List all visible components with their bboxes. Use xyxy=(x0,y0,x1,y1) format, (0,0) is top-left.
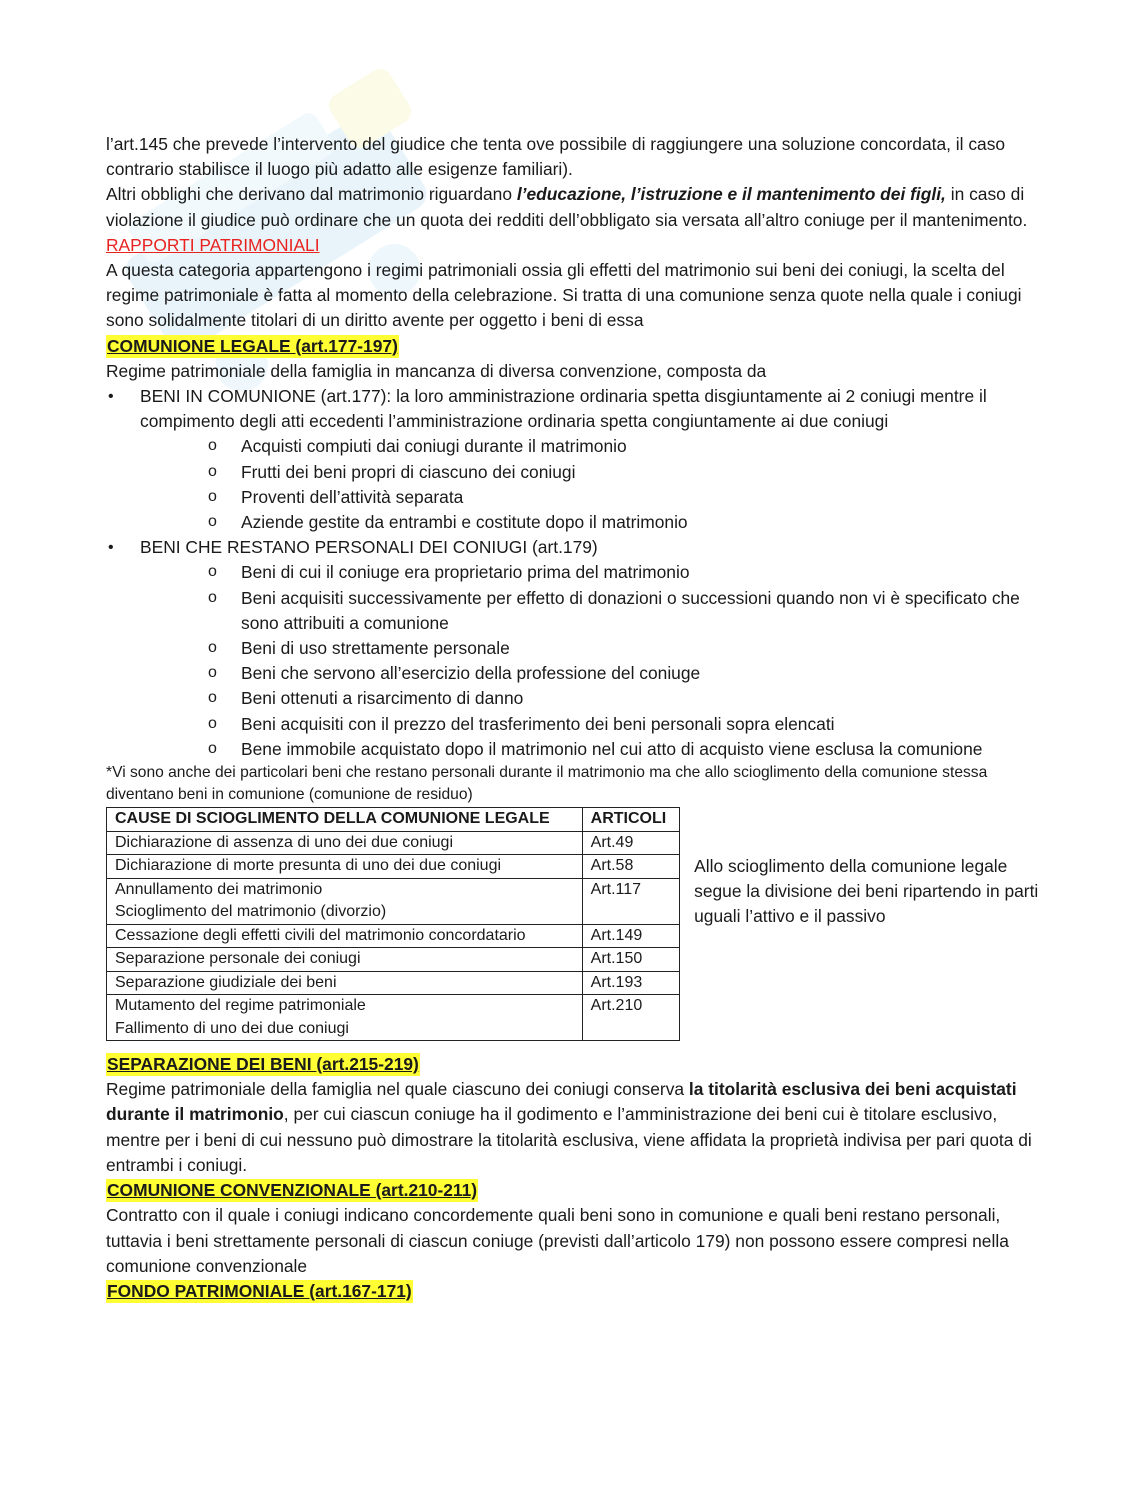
comunione-legale-paragraph: Regime patrimoniale della famiglia in mancanza di diversa convenzione, composta da xyxy=(106,360,767,381)
sub-item: o Acquisti compiuti dai coniugi durante il matrimonio xyxy=(140,434,1041,459)
cause-line: Cessazione degli effetti civili del matrimonio concordatario xyxy=(115,926,526,944)
table-row xyxy=(107,995,680,1041)
table-header-row xyxy=(107,808,680,832)
rapporti-heading: RAPPORTI PATRIMONIALI xyxy=(106,234,320,255)
bullet-text: BENI IN COMUNIONE (art.177): la loro amministrazione ordinaria spetta disgiuntamente ai 2 coniugi mentre il compimento degli atti eccedenti l’amministrazione ordinaria spetta congiuntamente ai due coniugi xyxy=(140,386,987,432)
obblighi-text-a: Altri obblighi che derivano dal matrimonio riguardano xyxy=(106,184,517,205)
sub-list xyxy=(140,560,1041,762)
rapporti-paragraph: A questa categoria appartengono i regimi patrimoniali ossia gli effetti del matrimonio sui beni dei coniugi, la scelta del regime patrimoniale è fatta al momento della celebrazione. Si tratta di una comunione senza quote nella quale i coniugi sono solidalmente titolari di un diritto avente per oggetto i beni di essa xyxy=(106,260,1022,331)
intro-paragraph: l’art.145 che prevede l’intervento del giudice che tenta ove possibile di raggiungere una soluzione concordata, il caso contrario stabilisce il luogo più adatto alle esigenze familiari). xyxy=(106,134,1006,180)
causes-table xyxy=(106,807,680,1041)
sub-item: o Beni di cui il coniuge era proprietario prima del matrimonio xyxy=(140,560,1041,585)
sub-item: o Beni ottenuti a risarcimento di danno xyxy=(140,686,1041,711)
fondo-heading: FONDO PATRIMONIALE (art.167-171) xyxy=(107,1280,412,1301)
cause-cell xyxy=(107,924,583,948)
article-cell: Art.193 xyxy=(582,971,679,995)
separazione-text-b: , per cui ciascun coniuge ha il godimento e l’amministrazione dei beni cui è titolare esclusivo, mentre per i beni di cui nessuno può dimostrare la titolarità esclusiva, viene affidata la proprietà indivisa per pari quota di entrambi i coniugi. xyxy=(106,1104,1032,1175)
sub-item: o Beni acquisiti successivamente per effetto di donazioni o successioni quando non vi è specificato che sono attribuiti a comunione xyxy=(140,586,1041,636)
convenzionale-heading: COMUNIONE CONVENZIONALE (art.210-211) xyxy=(107,1180,478,1201)
comunione-legale-heading: COMUNIONE LEGALE (art.177-197) xyxy=(107,335,398,356)
separazione-emphasis: la titolarità esclusiva dei beni acquistati durante il matrimonio xyxy=(106,1079,1017,1125)
sub-item: o Proventi dell’attività separata xyxy=(140,485,1041,510)
separazione-heading: SEPARAZIONE DEI BENI (art.215-219) xyxy=(107,1054,419,1075)
bullet-text: BENI CHE RESTANO PERSONALI DEI CONIUGI (art.179) xyxy=(140,537,598,558)
table-row xyxy=(107,971,680,995)
cause-line: Scioglimento del matrimonio (divorzio) xyxy=(115,903,387,921)
cause-line: Separazione giudiziale dei beni xyxy=(115,973,337,991)
cause-line: Fallimento di uno dei due coniugi xyxy=(115,1019,349,1037)
bullet-item xyxy=(106,535,1041,762)
table-row xyxy=(107,924,680,948)
table-row xyxy=(107,878,680,924)
cause-line: Dichiarazione di assenza di uno dei due coniugi xyxy=(115,833,453,851)
cause-cell xyxy=(107,948,583,972)
article-cell: Art.210 xyxy=(582,995,679,1041)
convenzionale-paragraph: Contratto con il quale i coniugi indicano concordemente quali beni sono in comunione e quali beni restano personali, tuttavia i beni strettamente personali di ciascun coniuge (previsti dall’articolo 179) non possono essere compresi nella comunione convenzionale xyxy=(106,1205,1009,1276)
cause-cell xyxy=(107,971,583,995)
sub-item: o Bene immobile acquistato dopo il matrimonio nel cui atto di acquisto viene esclusa la comunione xyxy=(140,737,1041,762)
article-cell: Art.49 xyxy=(582,831,679,855)
cause-line: Mutamento del regime patrimoniale xyxy=(115,997,366,1015)
table-row xyxy=(107,948,680,972)
obblighi-emphasis: l’educazione, l’istruzione e il mantenimento dei figli, xyxy=(516,184,946,205)
table-row xyxy=(107,855,680,879)
cause-line: Annullamento dei matrimonio xyxy=(115,880,323,898)
article-cell: Art.149 xyxy=(582,924,679,948)
beni-list xyxy=(106,384,1041,762)
bullet-item xyxy=(106,384,1041,535)
sub-item: o Beni acquisiti con il prezzo del trasferimento dei beni personali sopra elencati xyxy=(140,712,1041,737)
separazione-paragraph xyxy=(106,1077,1041,1178)
document-page xyxy=(106,132,1041,1304)
table-row xyxy=(107,831,680,855)
cause-cell xyxy=(107,995,583,1041)
cause-cell xyxy=(107,831,583,855)
separazione-text-a: Regime patrimoniale della famiglia nel quale ciascuno dei coniugi conserva xyxy=(106,1079,689,1100)
causes-section xyxy=(106,807,1041,1041)
sub-item: o Beni che servono all’esercizio della professione del coniuge xyxy=(140,661,1041,686)
cause-cell xyxy=(107,878,583,924)
cause-cell xyxy=(107,855,583,879)
residuo-note: *Vi sono anche dei particolari beni che restano personali durante il matrimonio ma che allo scioglimento della comunione stessa diventano beni in comunione (comunione de residuo) xyxy=(106,764,988,804)
sub-list xyxy=(140,434,1041,535)
header-cause: CAUSE DI SCIOGLIMENTO DELLA COMUNIONE LEGALE xyxy=(107,808,583,832)
article-cell: Art.58 xyxy=(582,855,679,879)
cause-line: Separazione personale dei coniugi xyxy=(115,950,361,968)
obblighi-text-b: in caso di violazione il giudice può ordinare che un quota dei redditi dell’obbligato sia versata all’altro coniuge per il mantenimento. xyxy=(106,184,1028,230)
article-cell: Art.117 xyxy=(582,878,679,924)
article-cell: Art.150 xyxy=(582,948,679,972)
sub-item: o Aziende gestite da entrambi e costitute dopo il matrimonio xyxy=(140,510,1041,535)
sub-item: o Frutti dei beni propri di ciascuno dei coniugi xyxy=(140,460,1041,485)
cause-line: Dichiarazione di morte presunta di uno dei due coniugi xyxy=(115,857,502,875)
sub-item: o Beni di uso strettamente personale xyxy=(140,636,1041,661)
header-article: ARTICOLI xyxy=(582,808,679,832)
division-note: Allo scioglimento della comunione legale segue la divisione dei beni ripartendo in parti uguali l’attivo e il passivo xyxy=(694,856,1039,927)
obblighi-paragraph xyxy=(106,182,1041,232)
